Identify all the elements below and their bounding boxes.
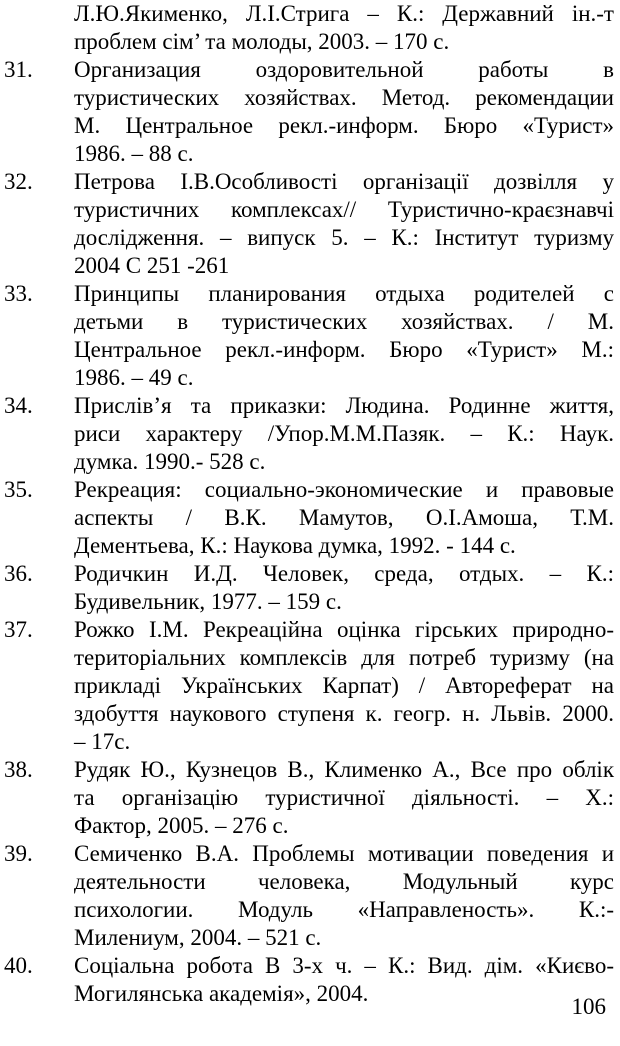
entry-line: Фактор, 2005. – 276 с. xyxy=(74,813,289,838)
entry-line: Будивельник, 1977. – 159 с. xyxy=(74,589,342,614)
entry-line: Милениум, 2004. – 521 с. xyxy=(74,925,322,950)
entry-line: 1986. – 88 с. xyxy=(74,141,194,166)
entry-line: проблем сім’ та молоды, 2003. – 170 с. xyxy=(74,29,450,54)
entry-line: Рожко І.М. Рекреаційна оцінка гірських природно- xyxy=(74,617,614,642)
reference-entry-39 xyxy=(0,840,620,952)
entry-line: Семиченко В.А. Проблемы мотивации поведения и xyxy=(74,841,614,866)
entry-line: Организация оздоровительной работы в xyxy=(74,57,614,82)
entry-line: Л.Ю.Якименко, Л.І.Стрига – К.: Державний ін.-т xyxy=(74,1,614,26)
entry-number: 36. xyxy=(4,561,33,586)
entry-number: 34. xyxy=(4,393,33,418)
entry-number: 33. xyxy=(4,281,33,306)
entry-line: та організацію туристичної діяльності. – Х.: xyxy=(74,785,614,810)
entry-line: дослідження. – випуск 5. – К.: Інститут туризму xyxy=(74,225,614,250)
entry-line: Родичкин И.Д. Человек, среда, отдых. – К.: xyxy=(74,561,614,586)
page-number: 106 xyxy=(571,994,606,1019)
reference-entry-31 xyxy=(0,56,620,168)
entry-line: М. Центральное рекл.-информ. Бюро «Турист» xyxy=(74,113,614,138)
entry-line: прикладі Українських Карпат) / Автореферат на xyxy=(74,673,614,698)
reference-entry-35 xyxy=(0,476,620,560)
reference-entry-33 xyxy=(0,280,620,392)
entry-line: риси характеру /Упор.М.М.Пазяк. – К.: Наук. xyxy=(74,421,614,446)
entry-number: 37. xyxy=(4,617,33,642)
entry-line: 2004 С 251 -261 xyxy=(74,253,230,278)
entry-line: Рекреация: социально-экономические и правовые xyxy=(74,477,614,502)
entry-number: 32. xyxy=(4,169,33,194)
entry-line: 1986. – 49 с. xyxy=(74,365,194,390)
entry-number: 31. xyxy=(4,57,33,82)
reference-entry-continuation xyxy=(0,0,620,56)
reference-entry-32 xyxy=(0,168,620,280)
entry-line: туристических хозяйствах. Метод. рекомендации xyxy=(74,85,614,110)
entry-line: аспекты / В.К. Мамутов, О.І.Амоша, Т.М. xyxy=(74,505,614,530)
entry-line: детьми в туристических хозяйствах. / М. xyxy=(74,309,614,334)
reference-entry-40 xyxy=(0,952,620,1008)
entry-line: думка. 1990.- 528 с. xyxy=(74,449,266,474)
entry-line: психологии. Модуль «Направленость». К.:- xyxy=(74,897,614,922)
entry-line: Дементьева, К.: Наукова думка, 1992. - 144 с. xyxy=(74,533,516,558)
entry-number: 35. xyxy=(4,477,33,502)
entry-line: – 17с. xyxy=(74,729,131,754)
reference-entry-38 xyxy=(0,756,620,840)
entry-line: Центральное рекл.-информ. Бюро «Турист» М.: xyxy=(74,337,614,362)
entry-line: здобуття наукового ступеня к. геогр. н. Львів. 2000. xyxy=(74,701,614,726)
entry-line: Соціальна робота В 3-х ч. – К.: Вид. дім. «Києво- xyxy=(74,953,614,978)
reference-entry-36 xyxy=(0,560,620,616)
entry-line: Рудяк Ю., Кузнецов В., Клименко А., Все про облік xyxy=(74,757,614,782)
entry-line: Могилянська академія», 2004. xyxy=(74,981,369,1006)
reference-entry-37 xyxy=(0,616,620,756)
entry-line: Петрова І.В.Особливості організації дозвілля у xyxy=(74,169,614,194)
entry-line: територіальних комплексів для потреб туризму (на xyxy=(74,645,614,670)
entry-line: туристичних комплексах// Туристично-краєзнавчі xyxy=(74,197,614,222)
entry-number: 38. xyxy=(4,757,33,782)
entry-number: 39. xyxy=(4,841,33,866)
entry-number: 40. xyxy=(4,953,33,978)
entry-line: деятельности человека, Модульный курс xyxy=(74,869,614,894)
entry-line: Прислів’я та приказки: Людина. Родинне життя, xyxy=(74,393,614,418)
entry-line: Принципы планирования отдыха родителей с xyxy=(74,281,614,306)
reference-entry-34 xyxy=(0,392,620,476)
